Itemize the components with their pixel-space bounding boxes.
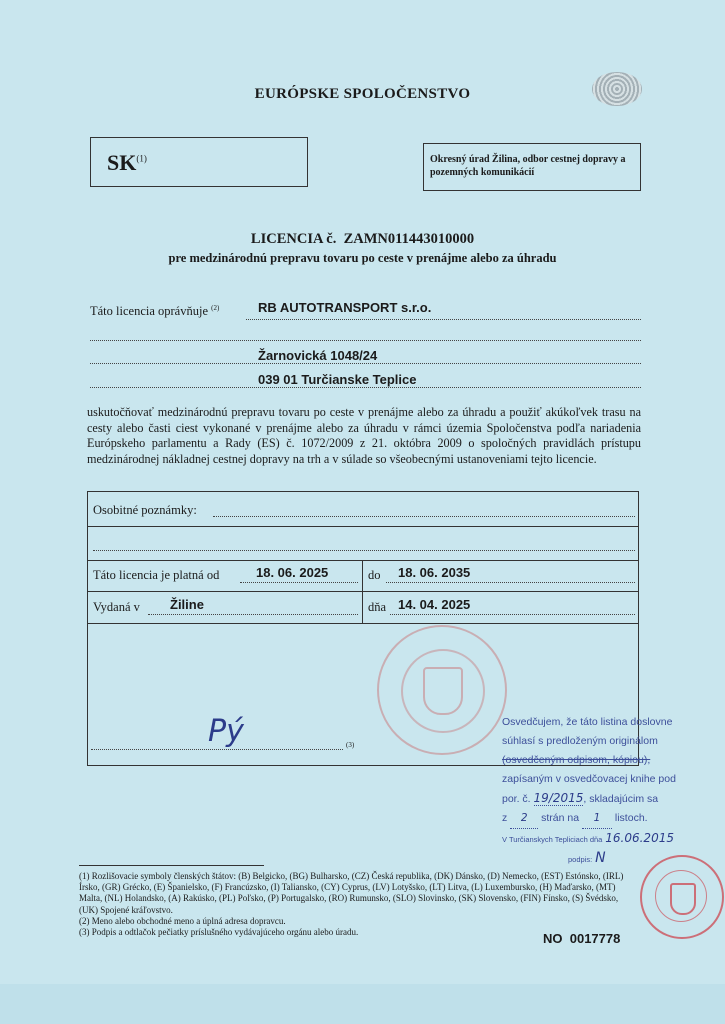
holder-line-1	[246, 319, 641, 320]
footnote-3: (3) Podpis a odtlačok pečiatky príslušného vydávajúceho orgánu alebo úradu.	[79, 927, 359, 938]
issued-on-date: 14. 04. 2025	[398, 597, 471, 612]
table-divider	[88, 526, 638, 527]
country-box	[90, 137, 308, 187]
signature-note-mark: (3)	[346, 741, 355, 749]
footnote-rule	[79, 865, 264, 866]
authority-box	[423, 143, 641, 191]
verification-signature: N	[595, 850, 606, 866]
community-heading: EURÓPSKE SPOLOČENSTVO	[254, 86, 471, 102]
holder-city: 039 01 Turčianske Teplice	[258, 372, 417, 387]
footnote-2: (2) Meno alebo obchodné meno a úplná adresa dopravcu.	[79, 915, 286, 926]
por-number: 19/2015	[533, 791, 584, 805]
official-stamp	[377, 625, 507, 755]
authority-name: Okresný úrad Žilina, odbor cestnej dopravy a pozemných komunikácií	[430, 154, 626, 178]
table-divider	[88, 623, 638, 624]
serial-number: NO 0017778	[543, 931, 621, 946]
valid-from-line	[240, 582, 358, 583]
scan-bottom-band	[0, 984, 725, 1024]
verification-line: (osvedčeným odpisom, kópiou),	[502, 754, 651, 766]
valid-to-date: 18. 06. 2035	[398, 565, 471, 580]
valid-from-label: Táto licencia je platná od	[93, 568, 220, 582]
licence-title: LICENCIA č. ZAMN011443010000	[250, 231, 475, 247]
holder-line-2	[90, 340, 641, 341]
issued-in-label: Vydaná v	[93, 600, 140, 614]
valid-to-line	[386, 582, 635, 583]
holder-line-3	[90, 363, 641, 364]
holder-label: Táto licencia oprávňuje $^{(2)}$	[90, 304, 220, 319]
issued-in-line	[148, 614, 358, 615]
holder-name: RB AUTOTRANSPORT s.r.o.	[258, 300, 432, 315]
holder-street: Žarnovická 1048/24	[258, 348, 378, 363]
verification-line: Osvedčujem, že táto listina doslovne	[502, 716, 673, 728]
licence-subtitle: pre medzinárodnú prepravu tovaru po ceste v prenájme alebo za úhradu	[168, 251, 557, 265]
footnote-1: (1) Rozlišovacie symboly členských štátov: (B) Belgicko, (BG) Bulharsko, (CZ) Česká republika, (DK) Dánsko, (D) Nemecko, (EST) Estónsko, (IRL) Írsko, (GR) Grécko, (E) Španielsko, (F) Francúzsko, (I) Taliansko, (CY) Cyprus, (LV) Lotyšsko, (LT) Litva, (L) Luxembursko, (H) Maďarsko, (MT) Malta, (NL) Holandsko, (A) Rakúsko, (PL) Poľsko, (P) Portugalsko, (RO) Rumunsko, (SLO) Slovinsko, (SK) Slovensko, (FIN) Fínsko, (S) Švédsko, (UK) Spojené kráľovstvo.	[79, 871, 624, 915]
issued-on-line	[390, 614, 635, 615]
valid-from-date: 18. 06. 2025	[256, 565, 329, 580]
licence-body-text: uskutočňovať medzinárodnú prepravu tovaru po ceste v prenájme alebo za úhradu a použiť akúkoľvek trasu na cesty alebo časti ciest vykonané v prenájme alebo za úhradu v rámci územia Spoločenstva podľa nariadenia Európskeho parlamentu a Rady (ES) č. 1072/2009 z 21. októbra 2009 o spoločných pravidlách prístupu medzinárodnej nákladnej cestnej dopravy na trh a v súlade so všeobecnými ustanoveniami tejto licencie.	[87, 405, 641, 466]
issued-on-label: dňa	[368, 600, 387, 614]
hologram-seal	[592, 72, 642, 106]
holder-line-4	[90, 387, 641, 388]
verification-stamp: Osvedčujem, že táto listina doslovne súhlasí s predloženým originálom (osvedčeným odpisom, kópiou), zapísaným v osvedčovacej knihe pod por. č. 19/2015, skladajúcim sa z 2 strán na 1 listoch. V Turčianskych Tepliciach dňa 16.06.2015 podpis: N	[502, 713, 702, 869]
verification-line: zapísaným v osvedčovacej knihe pod	[502, 773, 676, 785]
table-divider	[88, 591, 638, 592]
country-code: SK$^{(1)}$	[107, 150, 147, 175]
licence-number: ZAMN011443010000	[343, 231, 475, 247]
table-divider	[88, 560, 638, 561]
coat-of-arms-icon	[423, 667, 463, 715]
coat-of-arms-icon	[670, 883, 696, 915]
sheets-count: 1	[582, 809, 612, 829]
verification-date: 16.06.2015	[605, 831, 674, 845]
valid-to-label: do	[368, 568, 381, 582]
remarks-line-2	[93, 550, 635, 551]
town-stamp	[640, 855, 724, 939]
handwritten-signature: Pý	[208, 714, 244, 749]
issued-in-place: Žiline	[170, 597, 204, 612]
verification-line: súhlasí s predloženým originálom	[502, 735, 658, 747]
remarks-label: Osobitné poznámky:	[93, 503, 197, 517]
pages-count: 2	[510, 809, 538, 829]
remarks-line-1	[213, 516, 635, 517]
footnotes	[79, 871, 639, 938]
signature-line	[91, 749, 343, 750]
